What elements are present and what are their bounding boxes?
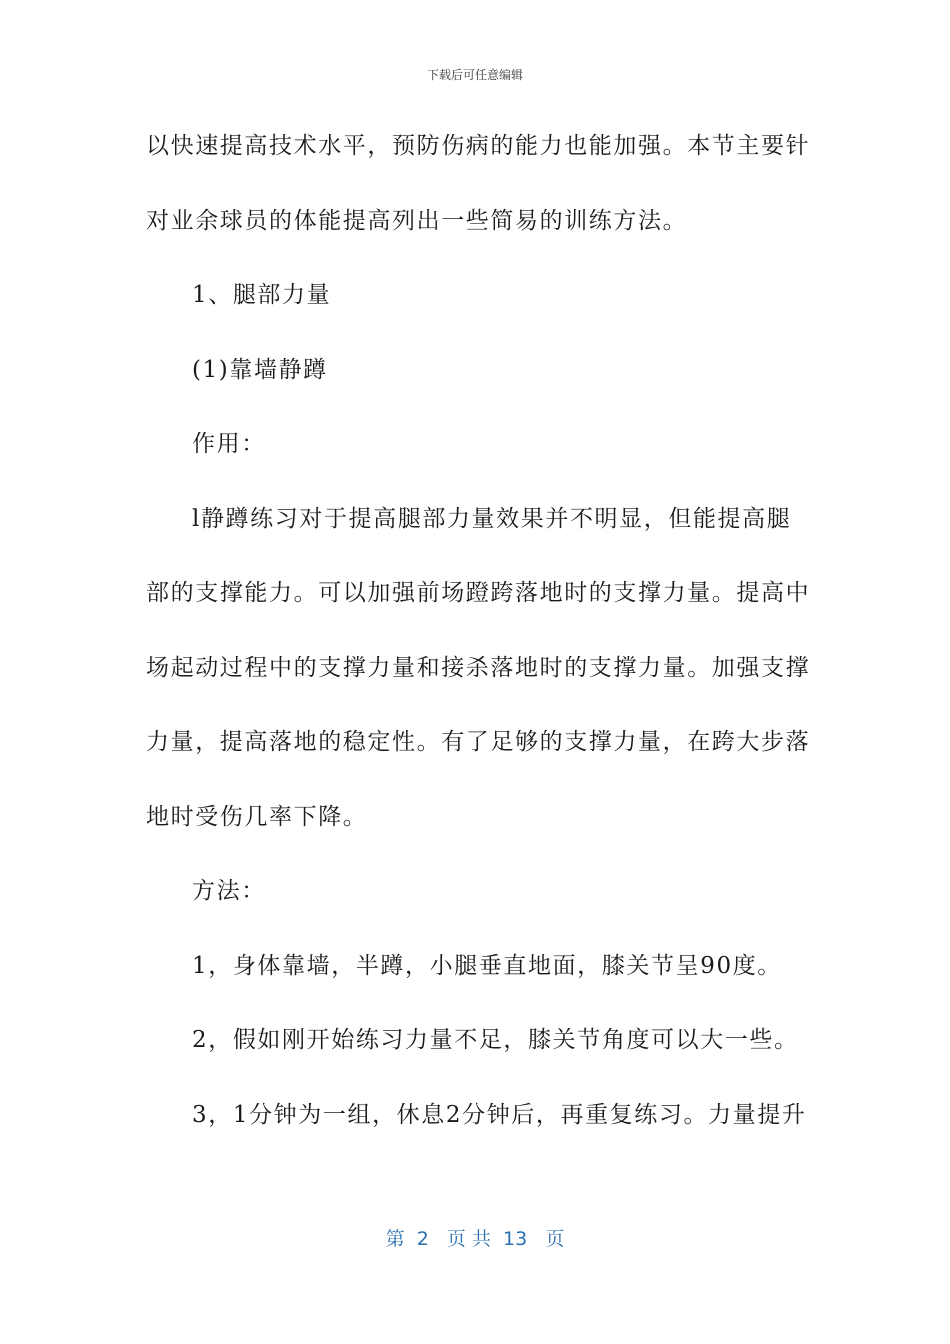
paragraph-line-function-4: 力量，提高落地的稳定性。有了足够的支撑力量，在跨大步落 <box>146 729 811 755</box>
page-header: 下载后可任意编辑 <box>426 68 523 82</box>
method-step-3: 3，1分钟为一组，休息2分钟后，再重复练习。力量提升 <box>192 1101 807 1128</box>
label-method: 方法： <box>192 878 266 904</box>
label-function: 作用： <box>192 431 266 457</box>
page-footer: 第 2 页 共 13 页 <box>385 1228 565 1250</box>
method-step-1: 1，身体靠墙，半蹲，小腿垂直地面，膝关节呈90度。 <box>192 952 782 979</box>
subsection-heading-wall-squat: (1)靠墙静蹲 <box>192 356 328 383</box>
paragraph-line-function-2: 部的支撑能力。可以加强前场蹬跨落地时的支撑力量。提高中 <box>146 580 811 606</box>
paragraph-line-2: 对业余球员的体能提高列出一些简易的训练方法。 <box>146 207 688 234</box>
paragraph-line-1: 以快速提高技术水平，预防伤病的能力也能加强。本节主要针 <box>146 133 811 159</box>
paragraph-line-function-3: 场起动过程中的支撑力量和接杀落地时的支撑力量。加强支撑 <box>146 654 811 681</box>
document-body <box>146 120 811 1163</box>
section-heading-leg-strength: 1、腿部力量 <box>192 282 332 308</box>
method-step-2: 2，假如刚开始练习力量不足，膝关节角度可以大一些。 <box>192 1027 799 1053</box>
paragraph-line-function-1: l静蹲练习对于提高腿部力量效果并不明显，但能提高腿 <box>192 505 792 532</box>
paragraph-line-function-5: 地时受伤几率下降。 <box>146 803 368 830</box>
